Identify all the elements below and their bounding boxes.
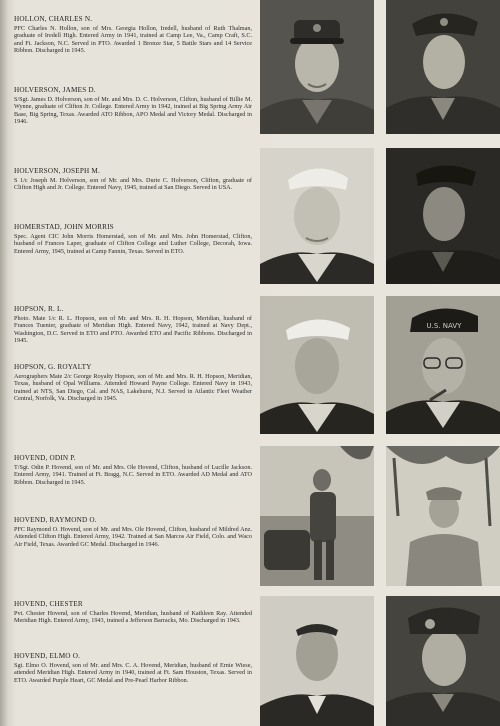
portrait-hovend-chester [260, 596, 374, 726]
entry-name: HOLVERSON, JAMES D. [14, 86, 96, 94]
entry-bio: Pvt. Chester Hovend, son of Charles Hovend, Meridian, husband of Kathleen Ray. Attended Meridian High. Entered Army, 1943, trained a Jefferson Barracks, Mo. Discharged in 1943. [14, 609, 252, 625]
entry-name: HOVEND, ODIN P. [14, 454, 76, 462]
portrait-hovend-elmo [386, 596, 500, 726]
entry-name: HOPSON, R. L. [14, 305, 64, 313]
entry-bio: Aerographers Mate 2/c George Royalty Hopson, son of Mr. and Mrs. R. H. Hopson, Meridian, Texas, husband of Opal Williams. Attended Howard Payne College. Entered Navy in 1943, trained at NTS, San Diego, Cal. and NAS, Lakehurst, N.J. Served in Atlantic Fleet Weather Central, Norfolk, Va. Discharged in 1945. [14, 372, 252, 403]
entry-bio: S/Sgt. James D. Holverson, son of Mr. and Mrs. D. C. Holverson, Clifton, husband of Billie M. Wynne, graduate of Clifton Jr. College. Entered Army in 1942, trained at Big Spring Army Air Base, Big Spring, Texas. Awarded ATO Ribbon, APO Medal and Victory Medal. Discharged in 1946. [14, 95, 252, 126]
entry-hovend-odin [14, 455, 252, 486]
portrait-homerstad-john [386, 148, 500, 284]
cap-band-text: U.S. NAVY [426, 322, 462, 330]
entry-hopson-royalty [14, 364, 252, 403]
entry-bio: Photo. Mate 1/c R. L. Hopson, son of Mr. and Mrs. R. H. Hopson, Meridian, husband of Frances Tuenier, graduate of Meridian High. Entered Navy, 1942, trained at Navy Dept., Washington, D.C. Served in ETO and PTO. Awarded ETO and Pacific Ribbons. Discharged in 1945. [14, 314, 252, 345]
entry-holverson-joseph [14, 168, 252, 192]
entry-name: HOVEND, CHESTER [14, 600, 83, 608]
entry-bio: Spec. Agent CIC John Morris Homerstad, son of Mr. and Mrs. John Homerstad, Clifton, husband of Frances Laper, graduate of Clifton College and Luther College, Decorah, Iowa. Entered Army, 1945, trained at Camp Fannin, Texas. Served in ETO. [14, 232, 252, 255]
portrait-holverson-james [386, 0, 500, 134]
entry-hovend-chester [14, 601, 252, 625]
entry-holverson-james [14, 87, 252, 126]
portrait-holverson-joseph [260, 148, 374, 284]
entry-bio: PFC Charles N. Hollon, son of Mrs. Georgia Hollon, Iredell, husband of Ruth Thalman, graduate of Iredell High. Entered Army in 1941, trained at Camp Lee, Va., Camp Craft, S.C. and Ft. Jackson, N.C. Served in PTO. Awarded 1 Bronze Star, 5 Battle Stars and 14 Service Ribbon. Discharged in 1945. [14, 24, 252, 55]
entry-hovend-raymond [14, 517, 252, 548]
entry-name: HOVEND, RAYMOND O. [14, 516, 97, 524]
entry-name: HOVEND, ELMO O. [14, 652, 81, 660]
portrait-hollon-charles [260, 0, 374, 134]
entry-bio: T/Sgt. Odin P. Hovend, son of Mr. and Mrs. Ole Hovend, Clifton, husband of Lucille Jackson. Entered Army, 1941. Trained at Ft. Bragg, N.C. Served in ETO. Awarded AD Medal and ATO Ribbon. Discharged in 1945. [14, 463, 252, 486]
entry-name: HOMERSTAD, JOHN MORRIS [14, 223, 114, 231]
entry-bio: S 1/c Joseph M. Holverson, son of Mr. and Mrs. Durie C. Holverson, Clifton, graduate of Clifton High and Jr. College. Entered Navy, 1945, trained at San Diego. Served in USA. [14, 176, 252, 192]
entry-hopson-rl [14, 306, 252, 345]
entry-name: HOLLON, CHARLES N. [14, 15, 93, 23]
portrait-hopson-royalty [386, 296, 500, 434]
portrait-hovend-raymond [386, 446, 500, 586]
portrait-hopson-rl [260, 296, 374, 434]
portrait-hovend-odin [260, 446, 374, 586]
entry-bio: Sgt. Elmo O. Hovend, son of Mr. and Mrs. C. A. Hovend, Meridian, husband of Ernie Wiese, attended Meridian High. Entered Army in 1940, trained at Ft. Sam Houston, Texas. Served in ETO. Awarded Purple Heart, GC Medal and Pre-Pearl Harbor Ribbon. [14, 661, 252, 684]
entry-name: HOLVERSON, JOSEPH M. [14, 167, 101, 175]
entry-homerstad-john [14, 224, 252, 255]
entry-hollon-charles [14, 16, 252, 55]
entry-bio: PFC Raymond O. Hovend, son of Mr. and Mrs. Ole Hovend, Clifton, husband of Mildred Anz. Attended Clifton High. Entered Army, 1942. Trained at San Marcos Air Field, Colo. and Waco Air Field, Texas. Awarded GC Medal. Discharged in 1946. [14, 525, 252, 548]
entry-name: HOPSON, G. ROYALTY [14, 363, 92, 371]
entry-hovend-elmo [14, 653, 252, 684]
